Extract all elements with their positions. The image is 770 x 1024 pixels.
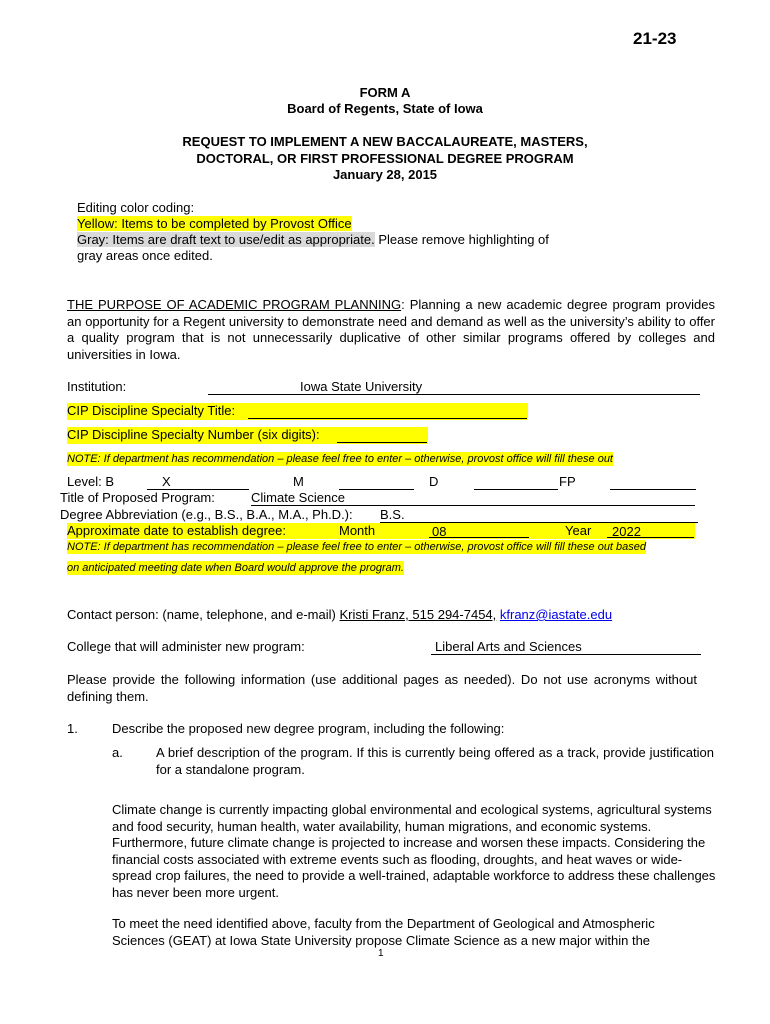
level-fp-field[interactable]	[610, 474, 696, 490]
cip-title-field[interactable]	[248, 405, 527, 419]
degree-value: B.S.	[380, 507, 405, 522]
item-1-text: Describe the proposed new degree program, including the following:	[112, 721, 505, 736]
college-value: Liberal Arts and Sciences	[435, 639, 582, 654]
cip-title-row	[67, 403, 528, 420]
level-d-field[interactable]	[474, 474, 558, 490]
degree-label: Degree Abbreviation (e.g., B.S., B.A., M.A., Ph.D.):	[60, 507, 353, 522]
college-label: College that will administer new program:	[67, 639, 305, 654]
program-label: Title of Proposed Program:	[60, 490, 215, 505]
level-m: M	[293, 474, 304, 489]
contact-email-link[interactable]: kfranz@iastate.edu	[499, 607, 613, 622]
coding-gray-rest: Please remove highlighting of	[378, 232, 549, 247]
cip-title-label: CIP Discipline Specialty Title:	[67, 403, 236, 418]
approx-date-row	[67, 523, 695, 539]
college-field[interactable]	[431, 639, 701, 655]
institution-field[interactable]	[208, 379, 700, 395]
level-b-field[interactable]	[147, 474, 249, 490]
program-field[interactable]	[251, 490, 695, 506]
level-b: B	[105, 474, 114, 489]
coding-yellow-line	[77, 216, 352, 231]
item-1a-text: A brief description of the program. If this is currently being offered as a track, provide justification for a standalone program.	[156, 745, 714, 777]
item-1-number: 1.	[67, 721, 78, 736]
item-1a-number: a.	[112, 745, 123, 760]
coding-yellow-text: Yellow: Items to be completed by Provost Office	[77, 216, 352, 231]
note-meeting-line-1: NOTE: If department has recommendation – please feel free to enter – otherwise, provost office will fill these out based	[67, 541, 647, 553]
form-title: FORM A	[359, 85, 411, 100]
coding-gray-text: Gray: Items are draft text to use/edit as appropriate.	[77, 232, 375, 247]
request-line-1: REQUEST TO IMPLEMENT A NEW BACCALAUREATE, MASTERS,	[182, 134, 588, 149]
level-m-field[interactable]	[339, 474, 414, 490]
request-line-2: DOCTORAL, OR FIRST PROFESSIONAL DEGREE PROGRAM	[196, 151, 574, 166]
body-paragraph-2: To meet the need identified above, faculty from the Department of Geological and Atmospheric Sciences (GEAT) at Iowa State University propose Climate Science as a new major within the	[112, 916, 655, 948]
form-date: January 28, 2015	[332, 167, 438, 182]
contact-value: Kristi Franz, 515 294-7454,	[339, 607, 497, 622]
institution-label: Institution:	[67, 379, 127, 394]
page-number: 1	[378, 948, 384, 959]
month-field[interactable]	[429, 524, 529, 538]
program-value: Climate Science	[251, 490, 345, 505]
degree-field[interactable]	[380, 507, 698, 523]
coding-title: Editing color coding:	[77, 200, 195, 215]
contact-row	[67, 607, 612, 622]
body-paragraph-1: Climate change is currently impacting global environmental and ecological systems, agricultural systems and food security, human health, water availability, human migrations, and economic systems. Furthermore, future climate change is projected to increase and worsen these impacts. Considering the financial costs associated with extreme events such as flooding, droughts, and heat waves or wide-spread crop failures, the need to provide a well-trained, adaptable workforce to address these challenges has never been more urgent.	[112, 802, 716, 900]
purpose-heading: THE PURPOSE OF ACADEMIC PROGRAM PLANNING	[67, 297, 402, 312]
institution-value: Iowa State University	[300, 379, 423, 394]
level-b-mark: X	[162, 474, 171, 489]
contact-label: Contact person: (name, telephone, and e-mail)	[67, 607, 336, 622]
board-title: Board of Regents, State of Iowa	[287, 101, 483, 116]
document-number: 21-23	[633, 29, 677, 48]
note-meeting-line-2: on anticipated meeting date when Board would approve the program.	[67, 562, 404, 574]
coding-gray-line	[77, 232, 549, 247]
cip-number-field[interactable]	[337, 429, 427, 443]
instructions-paragraph: Please provide the following information (use additional pages as needed). Do not use acronyms without defining them.	[67, 672, 697, 704]
purpose-text: : Planning a new academic degree program provides an opportunity for a Regent university to demonstrate need and demand as well as the university’s ability to offer a quality program that is not unnecessarily duplicative of other similar programs offered by colleges and universities in Iowa.	[67, 297, 716, 362]
year-label: Year	[565, 523, 592, 538]
month-value: 08	[432, 524, 447, 539]
level-fp: FP	[559, 474, 576, 489]
month-label: Month	[339, 523, 376, 538]
approx-label: Approximate date to establish degree:	[67, 523, 286, 538]
level-label: Level: B	[67, 474, 114, 489]
year-field[interactable]	[607, 524, 694, 538]
coding-gray-line-2: gray areas once edited.	[77, 248, 213, 263]
cip-number-label: CIP Discipline Specialty Number (six digits):	[67, 427, 320, 442]
level-d: D	[429, 474, 439, 489]
cip-number-row	[67, 427, 428, 444]
note-fill-out: NOTE: If department has recommendation – please feel free to enter – otherwise, provost office will fill these out	[67, 453, 613, 465]
year-value: 2022	[612, 524, 641, 539]
purpose-paragraph	[67, 297, 715, 363]
